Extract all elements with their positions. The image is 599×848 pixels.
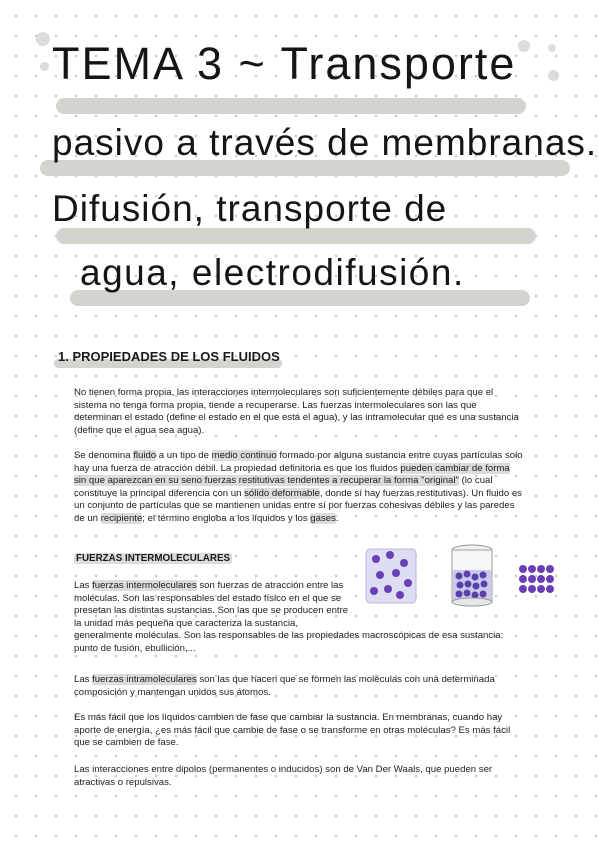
text: Las bbox=[74, 674, 93, 685]
text: , donde sí hay fuerzas restitutivas). Un fluido es un conjunto de partículas que se mantienen unidas entre sí por fuerzas cohesivas débiles y las paredes de un bbox=[74, 487, 522, 524]
text: (lo cual constituye la principal diferencia con un bbox=[74, 475, 493, 499]
paragraph-3-body bbox=[74, 580, 524, 656]
page-title-line2: pasivo a través de membranas. bbox=[52, 122, 598, 163]
highlight-term: fuerzas intramoleculares bbox=[92, 674, 197, 685]
paragraph-1: No tienen forma propia, las interacciones intermoleculares son suficientemente débiles para que el sistema no tenga forma propia, tiende a recuperarse. Las fuerzas intermoleculares son las que determinan el estado (define el estado en el que está el agua), y las intramolecular qué es una sustancia (define que el agua sea agua). bbox=[74, 387, 519, 436]
highlight-term: recipiente bbox=[100, 512, 143, 524]
decor-blob bbox=[548, 44, 556, 52]
text: Las bbox=[74, 580, 93, 591]
decor-blob bbox=[36, 32, 50, 46]
title-highlight bbox=[56, 98, 526, 114]
highlight-term: fluido bbox=[133, 450, 157, 461]
text: a un tipo de bbox=[156, 450, 212, 461]
page-title-line3: Difusión, transporte de bbox=[52, 188, 448, 229]
decor-blob bbox=[548, 70, 559, 81]
text: . bbox=[335, 512, 339, 524]
highlight-term: gases bbox=[310, 512, 336, 524]
text: son las que hacen que se formen las moléculas con una determinada composición y mantengan unidos sus átomos. bbox=[74, 674, 495, 698]
text: ; el término engloba a los líquidos y los bbox=[142, 512, 311, 524]
highlight-term: pueden cambiar de forma sin que aparezcan en su seno fuerzas restitutivas tendentes a recuperar la forma "original" bbox=[74, 462, 510, 487]
paragraph-4 bbox=[74, 674, 524, 699]
text: son fuerzas de atracción entre las moléculas. Son las responsables del estado físico en el que se presetan las distintas sustancias. Son las que se producen entre la unidad más pequeña que caracteriza la sustancia, generalmente moléculas. Son las responsables de las propiedades macroscópicas de esa sustancia: punto de fusión, ebullición,... bbox=[74, 580, 504, 654]
title-highlight bbox=[56, 228, 536, 244]
highlight-term: fuerzas intermoleculares bbox=[92, 580, 197, 591]
highlight-term: medio continuo bbox=[211, 450, 277, 461]
paragraph-5: Es más fácil que los líquidos cambien de fase que cambiar la sustancia. En membranas, cuando hay aporte de energía, ¿es más fácil que cambie de fase o se transforme en otras moléculas? Es más fácil que se cambien de fase. bbox=[74, 712, 511, 749]
highlight-term: sólido deformable bbox=[244, 487, 320, 499]
subheading-intermolecular: FUERZAS INTERMOLECULARES bbox=[76, 553, 231, 564]
text: formado por alguna sustancia entre cuyas partículas solo hay una fuerza de atracción débil. La propiedad definitoria es que los fluidos bbox=[74, 450, 523, 474]
decor-blob bbox=[40, 62, 49, 71]
decor-blob bbox=[518, 40, 530, 52]
section-heading: 1. PROPIEDADES DE LOS FLUIDOS bbox=[58, 349, 280, 364]
paragraph-2 bbox=[74, 450, 524, 526]
page-title-line1: TEMA 3 ~ Transporte bbox=[52, 38, 517, 89]
page-title-line4: agua, electrodifusión. bbox=[80, 252, 465, 293]
paragraph-6: Las interacciones entre dipolos (permanentes o inducidos) son de Van Der Waals, que pueden ser atractivas o repulsivas. bbox=[74, 764, 493, 788]
text: Se denomina bbox=[74, 450, 134, 461]
